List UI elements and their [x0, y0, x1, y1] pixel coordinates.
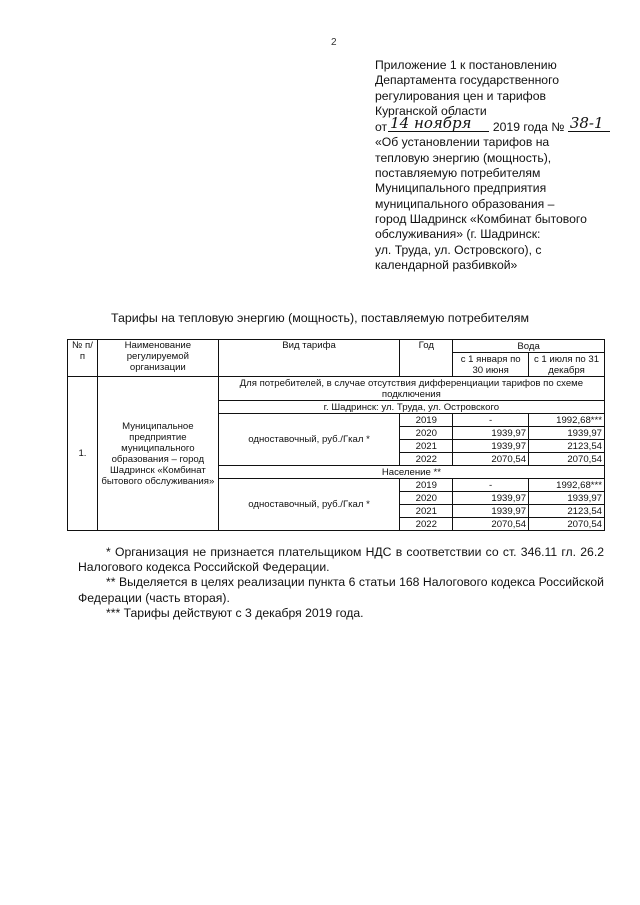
table-title: Тарифы на тепловую энергию (мощность), поставляемую потребителям	[110, 311, 530, 325]
subject-line: город Шадринск «Комбинат бытового	[375, 211, 587, 226]
date-suffix: 2019 года №	[492, 120, 565, 135]
header-period-1: с 1 января по 30 июня	[453, 353, 529, 377]
value-h2: 2123,54	[529, 505, 605, 518]
value-h1: 1939,97	[453, 440, 529, 453]
value-h1: -	[453, 479, 529, 492]
value-h2: 1939,97	[529, 492, 605, 505]
subject-line: обслуживания» (г. Шадринск:	[375, 227, 541, 242]
annex-date-line	[375, 114, 625, 135]
header-organization: Наименование регулируемой организации	[97, 340, 218, 377]
handwritten-number: 38-1	[568, 116, 610, 132]
organization-name: Муниципальное предприятие муниципального образования – город Шадринск «Комбинат бытового обслуживания»	[97, 377, 218, 531]
year-cell: 2021	[400, 440, 453, 453]
header-tariff-kind: Вид тарифа	[218, 340, 400, 377]
subject-line: поставляемую потребителям	[375, 166, 541, 181]
value-h2: 2070,54	[529, 453, 605, 466]
footnote: *** Тарифы действуют с 3 декабря 2019 года.	[106, 605, 364, 620]
year-cell: 2021	[400, 505, 453, 518]
value-h1: 2070,54	[453, 518, 529, 531]
page-number: 2	[331, 37, 337, 48]
annex-header	[375, 58, 625, 273]
year-cell: 2022	[400, 453, 453, 466]
value-h1: -	[453, 414, 529, 427]
value-h2: 1992,68***	[529, 414, 605, 427]
subject-line: ул. Труда, ул. Островского), с	[375, 242, 542, 257]
tariff-kind: одноставочный, руб./Гкал *	[218, 479, 400, 531]
section-title-2: Население **	[218, 466, 604, 479]
year-cell: 2020	[400, 427, 453, 440]
header-year: Год	[400, 340, 453, 377]
value-h1: 1939,97	[453, 505, 529, 518]
date-prefix: от	[375, 120, 388, 135]
year-cell: 2022	[400, 518, 453, 531]
value-h2: 2070,54	[529, 518, 605, 531]
subject-line: Муниципального предприятия	[375, 181, 547, 196]
subject-line: муниципального образования –	[375, 196, 555, 211]
value-h2: 1992,68***	[529, 479, 605, 492]
value-h2: 2123,54	[529, 440, 605, 453]
annex-line: Курганской области	[375, 103, 487, 118]
value-h1: 2070,54	[453, 453, 529, 466]
header-period-2: с 1 июля по 31 декабря	[529, 353, 605, 377]
value-h1: 1939,97	[453, 427, 529, 440]
footnote: * Организация не признается плательщиком НДС в соответствии со ст. 346.11 гл. 26.2 Налогового кодекса Российской Федерации.	[78, 545, 604, 575]
row-number: 1.	[68, 377, 98, 531]
subject-line: календарной разбивкой»	[375, 257, 518, 272]
footnotes	[78, 545, 604, 621]
value-h2: 1939,97	[529, 427, 605, 440]
subject-line: «Об установлении тарифов на	[375, 135, 550, 150]
year-cell: 2019	[400, 479, 453, 492]
subject-line: тепловую энергию (мощность),	[375, 150, 552, 165]
tariff-kind: одноставочный, руб./Гкал *	[218, 414, 400, 466]
header-water: Вода	[453, 340, 605, 353]
footnote: ** Выделяется в целях реализации пункта 6 статьи 168 Налогового кодекса Российской Федерации (часть вторая).	[78, 575, 604, 605]
handwritten-date: 14 ноября	[388, 116, 489, 132]
value-h1: 1939,97	[453, 492, 529, 505]
annex-line: Приложение 1 к постановлению	[375, 58, 557, 72]
year-cell: 2020	[400, 492, 453, 505]
annex-line: регулирования цен и тарифов	[375, 88, 546, 103]
location: г. Шадринск: ул. Труда, ул. Островского	[218, 401, 604, 414]
tariff-table	[67, 339, 605, 531]
section-title-1: Для потребителей, в случае отсутствия дифференциации тарифов по схеме подключения	[218, 377, 604, 401]
annex-line: Департамента государственного	[375, 73, 560, 88]
year-cell: 2019	[400, 414, 453, 427]
header-num: № п/п	[68, 340, 98, 377]
